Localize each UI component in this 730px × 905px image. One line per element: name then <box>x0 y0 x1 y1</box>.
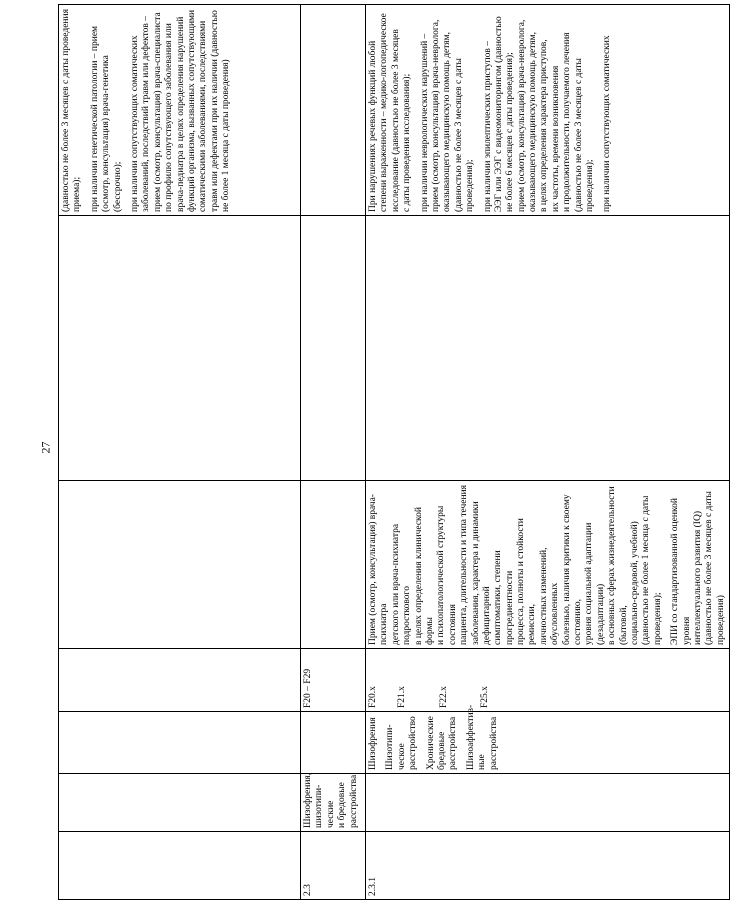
table-row-2-3 <box>301 5 366 900</box>
text-line: проведения) <box>715 595 726 645</box>
text-line: прием (осмотр, консультация) врача-невролога, <box>430 19 441 212</box>
text-line: функций организма, вызванных сопутствующими <box>186 9 197 212</box>
disease-name: Шизофрения <box>368 717 378 770</box>
cell-section-number: 2.3 <box>301 832 366 900</box>
rotated-page <box>58 5 726 900</box>
disease-name: Шизоаффектив- <box>465 704 476 770</box>
text-line: детского или врача-психиатра подросткового <box>390 523 413 645</box>
cell-extra-continuation <box>59 5 301 216</box>
text-line: личностных изменений, обусловленных <box>538 547 561 645</box>
cell-examinations <box>366 481 730 649</box>
cell-sched-empty <box>366 216 730 481</box>
text-line: врача-педиатра в целях определения нарушений <box>175 16 186 212</box>
text-line: в целях определения клинической формы <box>413 506 435 645</box>
text-line: (бессрочно); <box>112 161 123 212</box>
cell-exam-empty <box>59 481 301 649</box>
cell-code-empty <box>59 649 301 712</box>
text-line: с даты проведения исследования); <box>402 73 413 212</box>
cell-subsection-number: 2.3.1 <box>366 832 730 900</box>
disease-name: Шизотипи- <box>385 724 396 770</box>
text-line: (осмотр, консультация) врача-генетика <box>101 55 112 212</box>
disease-code: F20.x <box>368 686 378 708</box>
cell-sub-empty <box>301 712 366 774</box>
text-line: пациента, длительности и типа течения <box>459 484 470 645</box>
document-table <box>58 4 730 900</box>
text-line: проведения); <box>585 159 596 212</box>
cell-sched-empty <box>59 216 301 481</box>
cell-sub-empty <box>59 712 301 774</box>
text-line: интеллектуального развития (IQ) <box>692 511 703 645</box>
cell-additional-examinations <box>366 5 730 216</box>
text-line: (давностью не более 3 месяцев с даты <box>573 58 584 212</box>
text-line: степени выраженности – медико-логопедическое <box>379 13 390 212</box>
text-line: расстройства <box>348 774 359 828</box>
table-row-continuation <box>59 5 301 900</box>
disease-name: бредовые <box>436 731 447 770</box>
text-line: заболеваний, последствий травм или дефектов – <box>141 16 152 212</box>
disease-name: расстройство <box>408 716 419 770</box>
text-line: в целях определения характера приступов, <box>539 39 550 212</box>
text-line: при наличии сопутствующих соматических <box>129 35 140 212</box>
text-line: ческие <box>325 800 336 828</box>
text-line: и бредовые <box>337 782 348 828</box>
text-line: проведения); <box>465 159 476 212</box>
disease-name: Хронические <box>425 716 436 770</box>
text-line: не более 1 месяца с даты проведения) <box>221 59 232 212</box>
text-line: и продолжительности, получаемого лечения <box>562 32 573 212</box>
text-line: в основных сферах жизнедеятельности (бытовой, <box>607 486 629 645</box>
text-line: (давностью не более 3 месяцев с даты <box>453 58 464 212</box>
cell-disease-names <box>366 704 730 774</box>
text-line: при наличии генетической патологии – прием <box>89 25 100 212</box>
text-line: прием (осмотр, консультация) врача-специалиста <box>152 12 163 212</box>
text-line: травм или дефектами при их наличии (давностью <box>209 10 220 212</box>
text-line: социально-средовой, учебной) <box>629 521 640 645</box>
text-line: приема); <box>72 176 83 212</box>
disease-name: ные <box>477 754 488 770</box>
cell-disease-codes <box>366 649 730 712</box>
text-line: их частоты, времени возникновения <box>550 65 561 212</box>
text-line: оказывающего медицинскую помощь детям, <box>528 31 539 212</box>
disease-name: расстройства <box>488 716 499 770</box>
disease-name: ческое <box>396 743 407 770</box>
text-line: при наличии эпилептических приступов – <box>482 41 493 212</box>
text-line: ЭЭГ или ЭЭГ с видеомониторингом (давностью <box>493 16 504 212</box>
cell-section-code: F20 – F29 <box>301 649 366 712</box>
cell-exam-empty <box>301 481 366 649</box>
text-line: уровня социальной адаптации (дезадаптации) <box>584 522 606 645</box>
text-line: (давностью не более 3 месяцев с даты <box>704 491 715 645</box>
text-line: симптоматики, степени прогредиентности <box>493 550 515 645</box>
text-line: заболевания, характера и динамики дефицитарной <box>470 501 492 645</box>
text-line: и психопатологической структуры состояния <box>436 505 458 645</box>
text-line: оказывающего медицинскую помощь детям, <box>442 31 453 212</box>
text-line: болезнью, наличия критики к своему состоянию, <box>561 494 584 645</box>
text-line: при наличии сопутствующих соматических <box>602 35 613 212</box>
table-row-2-3-1 <box>366 5 730 900</box>
text-line: При нарушениях речевых функций любой <box>368 40 378 212</box>
text-line: по профилю сопутствующего заболевания или <box>164 23 175 212</box>
cell-name-empty <box>59 774 301 832</box>
disease-code: F21.x <box>397 686 408 708</box>
text-line: соматическими заболеваниями, последствиями <box>198 20 209 212</box>
cell-section-name <box>301 774 366 832</box>
text-line: (давностью не более 1 месяца с даты проведения); <box>641 495 663 645</box>
disease-code: F22.x <box>438 686 449 708</box>
text-line: Прием (осмотр, консультация) врача-психиатра <box>368 494 390 645</box>
text-line: Шизофрения, <box>303 772 313 828</box>
cell-name-empty <box>366 774 730 832</box>
disease-name: расстройства <box>448 716 459 770</box>
text-line: прием (осмотр, консультация) врача-невролога, <box>516 19 527 212</box>
page-number: 27 <box>38 441 53 454</box>
text-line: (давностью не более 3 месяцев с даты проведения <box>61 9 71 212</box>
cell-sched-empty <box>301 216 366 481</box>
cell-num-empty <box>59 832 301 900</box>
cell-extra-empty <box>301 5 366 216</box>
text-line: при наличии неврологических нарушений – <box>419 33 430 212</box>
text-line: ЭПИ со стандартизованной оценкой уровня <box>670 498 692 645</box>
text-line: исследование (давностью не более 3 месяцев <box>390 29 401 212</box>
text-line: процесса, полноты и стойкости ремиссии, <box>516 518 538 645</box>
disease-code: F25.x <box>480 686 491 708</box>
text-line: шизотипи- <box>314 784 325 828</box>
text-line: не более 6 месяцев с даты проведения); <box>505 52 516 212</box>
